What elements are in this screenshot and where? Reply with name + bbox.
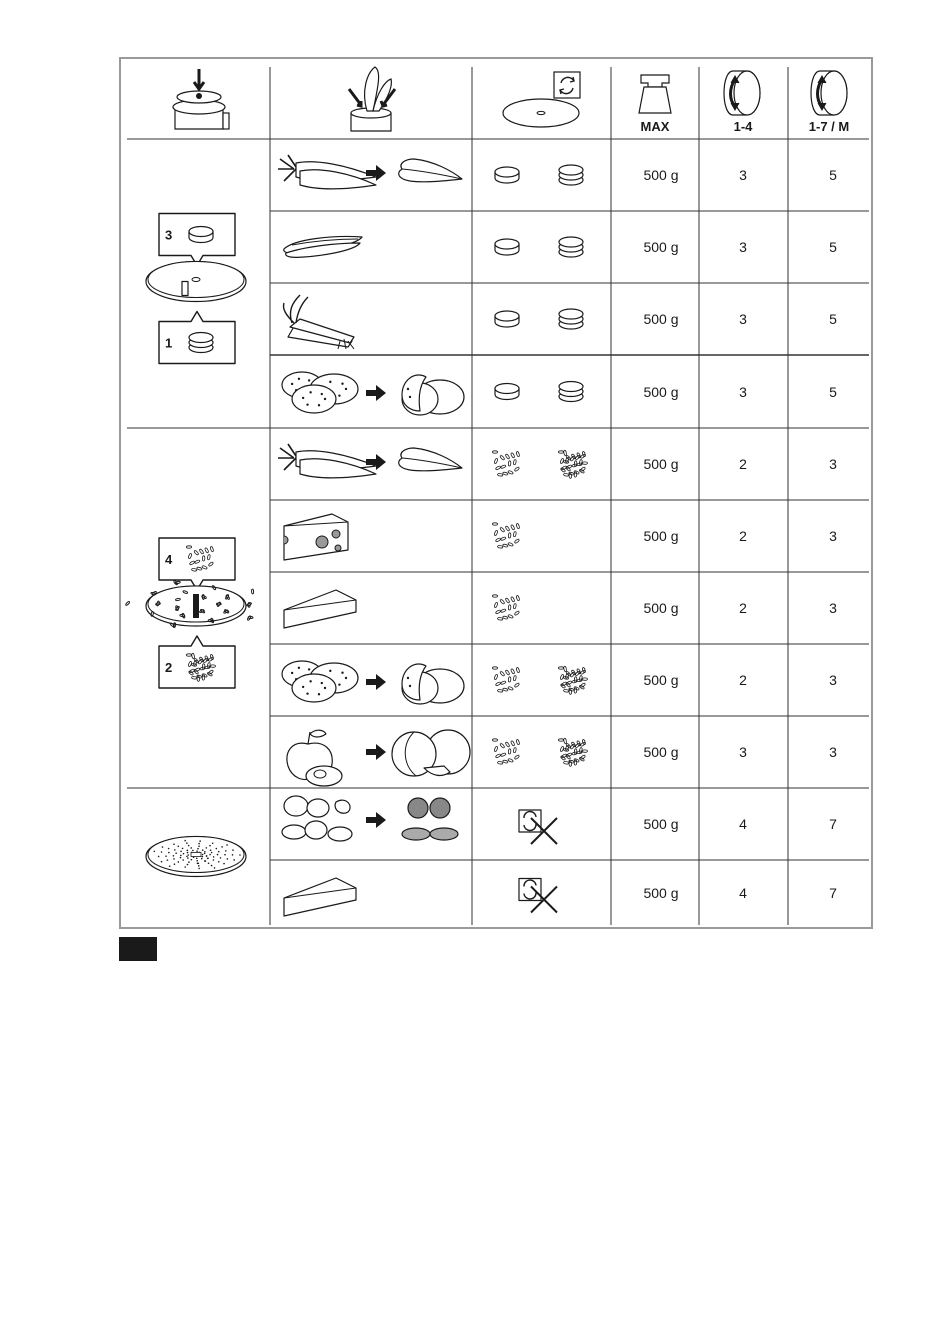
speed-basic-value: 2 [739, 672, 747, 688]
result-icon [495, 165, 583, 185]
max-quantity: 500 g [643, 456, 679, 472]
speed-basic-value: 3 [739, 744, 747, 760]
speed-dial-basic-icon [724, 71, 760, 115]
speed-full-value: 7 [829, 884, 837, 901]
disc-change-icon [503, 72, 580, 127]
result-icon [495, 237, 583, 257]
max-label: MAX [640, 119, 670, 134]
speed-basic-value: 2 [739, 528, 747, 544]
result-icon [492, 523, 519, 549]
max-quantity: 500 g [643, 167, 679, 183]
result-icon [519, 810, 557, 844]
speed-full-value: 5 [829, 383, 837, 400]
max-quantity: 500 g [643, 672, 679, 688]
max-quantity: 500 g [643, 744, 679, 760]
feed-tube-pusher-icon [173, 69, 229, 129]
step-number: 4 [165, 552, 173, 567]
food-swiss-cheese-icon [284, 514, 348, 560]
speed-full-value: 5 [829, 311, 837, 327]
speed-full-value: 5 [829, 239, 837, 255]
food-nuts-icon [282, 796, 458, 841]
result-icon [492, 450, 587, 478]
speed-basic-value: 3 [739, 167, 747, 183]
food-hard-cheese-icon [284, 878, 356, 916]
max-quantity: 500 g [643, 884, 679, 901]
arrow-icon [366, 812, 386, 828]
food-potato-icon [282, 661, 464, 704]
step-number: 3 [165, 227, 173, 243]
arrow-icon [366, 744, 386, 760]
result-icon [495, 382, 583, 402]
table-artwork [121, 59, 875, 931]
speed-full-value: 3 [829, 744, 837, 760]
arrow-icon [366, 674, 386, 690]
food-carrot-icon [278, 155, 462, 189]
usage-table [119, 57, 873, 929]
tool-shredding-disc [125, 538, 253, 688]
speed-full-value: 3 [829, 600, 837, 616]
speed-full-label: 1-7 / M [808, 119, 850, 134]
tool-slicing-disc [121, 214, 246, 364]
speed-full-value: 5 [829, 167, 837, 183]
result-icon [492, 738, 587, 766]
food-cucumber-icon [284, 237, 362, 258]
speed-basic-value: 4 [739, 816, 747, 832]
speed-basic-value: 3 [739, 239, 747, 255]
result-icon [495, 309, 583, 329]
step-number: 1 [165, 335, 173, 351]
weight-icon [639, 75, 671, 113]
food-potato-icon [282, 372, 464, 415]
food-carrot-icon [278, 444, 462, 478]
speed-full-value: 3 [829, 456, 837, 472]
speed-basic-value: 3 [739, 311, 747, 327]
arrow-icon [366, 454, 386, 470]
max-quantity: 500 g [643, 528, 679, 544]
max-quantity: 500 g [643, 600, 679, 616]
food-leek-icon [283, 295, 354, 349]
speed-basic-value: 2 [739, 456, 747, 472]
speed-full-value: 7 [829, 816, 837, 832]
arrow-icon [366, 385, 386, 401]
max-quantity: 500 g [643, 816, 679, 832]
tool-grating-disc [146, 837, 246, 877]
feed-tube-food-icon [349, 67, 395, 131]
step-number: 2 [165, 660, 173, 675]
result-icon [519, 879, 557, 913]
arrow-icon [366, 165, 386, 181]
max-quantity: 500 g [643, 311, 679, 327]
speed-basic-label: 1-4 [733, 119, 753, 134]
speed-basic-value: 3 [739, 383, 747, 400]
speed-basic-value: 2 [739, 600, 747, 616]
speed-dial-full-icon [811, 71, 847, 115]
max-quantity: 500 g [643, 383, 679, 400]
result-icon [492, 595, 519, 621]
speed-full-value: 3 [829, 528, 837, 544]
food-hard-cheese-icon [284, 590, 356, 628]
result-icon [492, 666, 587, 694]
language-tab [119, 937, 157, 961]
max-quantity: 500 g [643, 239, 679, 255]
speed-basic-value: 4 [739, 884, 747, 901]
speed-full-value: 3 [829, 672, 837, 688]
food-apple-icon [287, 730, 470, 786]
